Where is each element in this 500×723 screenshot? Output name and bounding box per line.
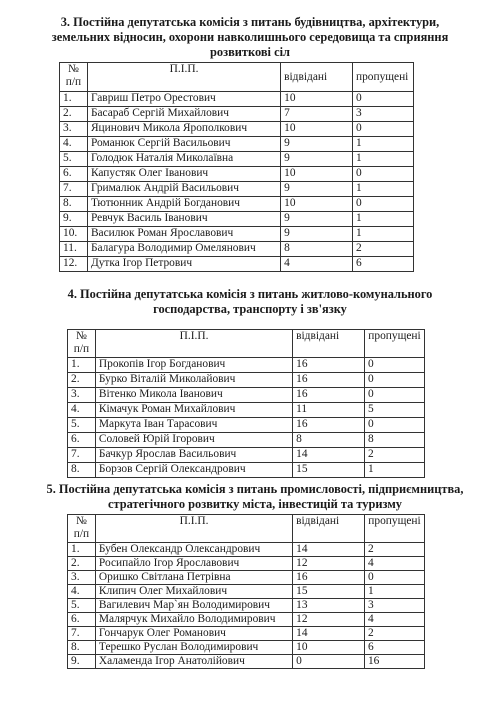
attended-count: 16 [293, 373, 365, 388]
missed-count: 2 [352, 242, 413, 257]
attended-count: 4 [281, 257, 353, 272]
member-name: Василюк Роман Ярославович [87, 227, 280, 242]
attended-count: 10 [293, 641, 365, 655]
table-row [68, 641, 425, 655]
missed-count: 1 [364, 463, 424, 478]
missed-count: 16 [364, 655, 424, 669]
member-name: Прокопів Ігор Богданович [95, 358, 292, 373]
missed-count: 0 [352, 197, 413, 212]
header-missed: пропущені [352, 63, 413, 92]
member-name: Росипайло Ігор Ярославович [95, 557, 292, 571]
attended-count: 10 [281, 122, 353, 137]
missed-count: 5 [364, 403, 424, 418]
attended-count: 0 [293, 655, 365, 669]
header-missed: пропущені [364, 515, 424, 543]
attendance-table [59, 62, 414, 272]
section-title: 4. Постійна депутатська комісія з питань житлово-комунального господарства, транспорту і зв'язку [67, 287, 433, 316]
row-number: 6. [68, 613, 96, 627]
missed-count: 0 [364, 418, 424, 433]
table-row [60, 197, 414, 212]
member-name: Халаменда Ігор Анатолійович [95, 655, 292, 669]
header-name: П.І.П. [87, 63, 280, 92]
table-row [68, 403, 425, 418]
member-name: Терешко Руслан Володимирович [95, 641, 292, 655]
table-row [68, 543, 425, 557]
attended-count: 9 [281, 137, 353, 152]
attended-count: 9 [281, 182, 353, 197]
table-row [68, 627, 425, 641]
row-number: 10. [60, 227, 88, 242]
table-row [68, 463, 425, 478]
row-number: 6. [60, 167, 88, 182]
missed-count: 4 [364, 557, 424, 571]
row-number: 1. [60, 92, 88, 107]
row-number: 4. [60, 137, 88, 152]
member-name: Капустяк Олег Іванович [87, 167, 280, 182]
missed-count: 0 [364, 388, 424, 403]
member-name: Малярчук Михайло Володимирович [95, 613, 292, 627]
attended-count: 15 [293, 585, 365, 599]
attended-count: 8 [281, 242, 353, 257]
row-number: 8. [68, 463, 96, 478]
member-name: Кімачук Роман Михайлович [95, 403, 292, 418]
table-row [60, 137, 414, 152]
attendance-table [67, 329, 425, 478]
table-row [68, 599, 425, 613]
member-name: Романюк Сергій Васильович [87, 137, 280, 152]
table-row [68, 655, 425, 669]
missed-count: 0 [364, 571, 424, 585]
member-name: Балагура Володимир Омелянович [87, 242, 280, 257]
attended-count: 10 [281, 167, 353, 182]
row-number: 6. [68, 433, 96, 448]
row-number: 2. [68, 557, 96, 571]
missed-count: 2 [364, 543, 424, 557]
missed-count: 1 [352, 212, 413, 227]
attended-count: 11 [293, 403, 365, 418]
table-header-row [68, 330, 425, 358]
member-name: Грималюк Андрій Васильович [87, 182, 280, 197]
attended-count: 14 [293, 627, 365, 641]
attended-count: 16 [293, 418, 365, 433]
table-row [68, 557, 425, 571]
member-name: Яцинович Микола Ярополкович [87, 122, 280, 137]
attended-count: 16 [293, 388, 365, 403]
row-number: 7. [60, 182, 88, 197]
missed-count: 0 [364, 358, 424, 373]
member-name: Вітенко Микола Іванович [95, 388, 292, 403]
table-header-row [68, 515, 425, 543]
row-number: 4. [68, 585, 96, 599]
table-row [60, 257, 414, 272]
row-number: 1. [68, 543, 96, 557]
member-name: Тютюнник Андрій Богданович [87, 197, 280, 212]
commission-section-4 [0, 287, 500, 478]
header-num: № п/п [60, 63, 88, 92]
header-attended: відвідані [281, 63, 353, 92]
attended-count: 15 [293, 463, 365, 478]
header-name: П.І.П. [95, 515, 292, 543]
table-row [60, 92, 414, 107]
section-title: 3. Постійна депутатська комісія з питань будівництва, архітектури, земельних відносин, охорони навколишнього середовища та сприяння розвиткові сіл [51, 15, 449, 59]
row-number: 2. [68, 373, 96, 388]
row-number: 9. [60, 212, 88, 227]
attended-count: 7 [281, 107, 353, 122]
table-row [68, 585, 425, 599]
missed-count: 8 [364, 433, 424, 448]
member-name: Вагилевич Мар`ян Володимирович [95, 599, 292, 613]
attended-count: 10 [281, 197, 353, 212]
member-name: Бубен Олександр Олександрович [95, 543, 292, 557]
row-number: 7. [68, 627, 96, 641]
header-num: № п/п [68, 330, 96, 358]
row-number: 3. [60, 122, 88, 137]
missed-count: 1 [352, 137, 413, 152]
missed-count: 3 [364, 599, 424, 613]
row-number: 8. [60, 197, 88, 212]
table-row [68, 613, 425, 627]
member-name: Гончарук Олег Романович [95, 627, 292, 641]
attended-count: 14 [293, 448, 365, 463]
table-header-row [60, 63, 414, 92]
row-number: 7. [68, 448, 96, 463]
missed-count: 3 [352, 107, 413, 122]
attended-count: 13 [293, 599, 365, 613]
attended-count: 9 [281, 227, 353, 242]
header-attended: відвідані [293, 330, 365, 358]
attended-count: 12 [293, 557, 365, 571]
row-number: 12. [60, 257, 88, 272]
missed-count: 0 [352, 167, 413, 182]
row-number: 9. [68, 655, 96, 669]
row-number: 4. [68, 403, 96, 418]
row-number: 1. [68, 358, 96, 373]
member-name: Маркута Іван Тарасович [95, 418, 292, 433]
commission-section-3 [0, 15, 500, 272]
table-row [60, 212, 414, 227]
missed-count: 6 [364, 641, 424, 655]
table-row [68, 571, 425, 585]
missed-count: 0 [364, 373, 424, 388]
row-number: 2. [60, 107, 88, 122]
table-row [68, 448, 425, 463]
row-number: 5. [60, 152, 88, 167]
row-number: 8. [68, 641, 96, 655]
attended-count: 10 [281, 92, 353, 107]
table-row [68, 358, 425, 373]
missed-count: 1 [364, 585, 424, 599]
missed-count: 4 [364, 613, 424, 627]
header-name: П.І.П. [95, 330, 292, 358]
member-name: Соловей Юрій Ігорович [95, 433, 292, 448]
missed-count: 1 [352, 227, 413, 242]
missed-count: 2 [364, 448, 424, 463]
attended-count: 8 [293, 433, 365, 448]
attended-count: 9 [281, 152, 353, 167]
table-row [60, 167, 414, 182]
table-row [68, 418, 425, 433]
table-row [60, 107, 414, 122]
missed-count: 0 [352, 122, 413, 137]
row-number: 3. [68, 388, 96, 403]
table-row [60, 242, 414, 257]
row-number: 3. [68, 571, 96, 585]
member-name: Басараб Сергій Михайлович [87, 107, 280, 122]
attended-count: 14 [293, 543, 365, 557]
attended-count: 12 [293, 613, 365, 627]
header-num: № п/п [68, 515, 96, 543]
member-name: Ревчук Василь Іванович [87, 212, 280, 227]
missed-count: 1 [352, 182, 413, 197]
row-number: 5. [68, 418, 96, 433]
table-row [60, 182, 414, 197]
attendance-table [67, 514, 425, 669]
table-row [60, 152, 414, 167]
row-number: 11. [60, 242, 88, 257]
table-row [68, 388, 425, 403]
section-title: 5. Постійна депутатська комісія з питань промисловості, підприємництва, стратегічного розвитку міста, інвестицій та туризму [46, 482, 464, 511]
member-name: Гавриш Петро Орестович [87, 92, 280, 107]
table-row [68, 373, 425, 388]
attended-count: 16 [293, 571, 365, 585]
member-name: Бачкур Ярослав Васильович [95, 448, 292, 463]
missed-count: 1 [352, 152, 413, 167]
header-attended: відвідані [293, 515, 365, 543]
header-missed: пропущені [364, 330, 424, 358]
missed-count: 0 [352, 92, 413, 107]
table-row [68, 433, 425, 448]
commission-section-5 [0, 482, 500, 669]
table-row [60, 227, 414, 242]
missed-count: 2 [364, 627, 424, 641]
member-name: Голодюк Наталія Миколаївна [87, 152, 280, 167]
member-name: Клипич Олег Михайлович [95, 585, 292, 599]
member-name: Борзов Сергій Олександрович [95, 463, 292, 478]
row-number: 5. [68, 599, 96, 613]
member-name: Бурко Віталій Миколайович [95, 373, 292, 388]
attended-count: 16 [293, 358, 365, 373]
attended-count: 9 [281, 212, 353, 227]
table-row [60, 122, 414, 137]
member-name: Дутка Ігор Петрович [87, 257, 280, 272]
member-name: Оришко Світлана Петрівна [95, 571, 292, 585]
missed-count: 6 [352, 257, 413, 272]
